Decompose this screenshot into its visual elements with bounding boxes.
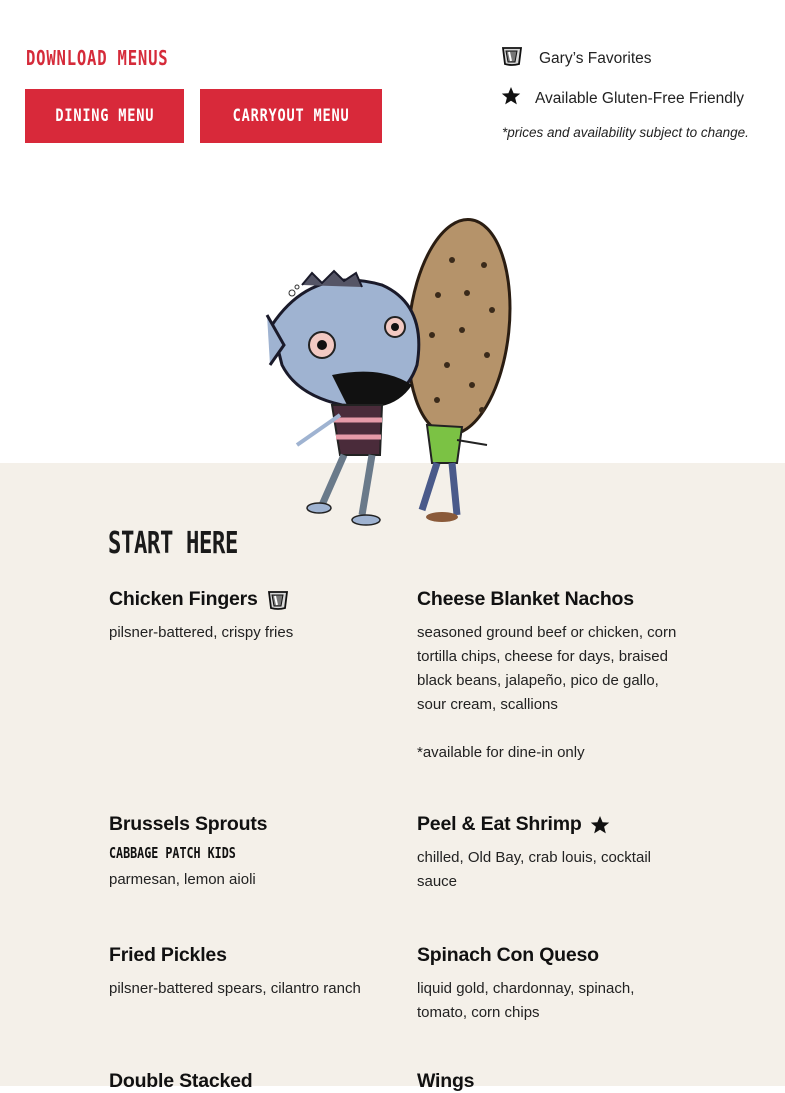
menu-item <box>417 944 677 1025</box>
menu-item-name-row <box>109 1070 369 1093</box>
menu-item-name: Spinach Con Queso <box>417 944 599 966</box>
section-title: START HERE <box>108 526 238 561</box>
menu-item-name-row <box>109 813 369 836</box>
menu-item-description: pilsner-battered spears, cilantro ranch <box>109 980 361 997</box>
menu-item-name-row <box>417 588 677 611</box>
cup-icon <box>501 45 523 72</box>
dining-menu-label: DINING MENU <box>55 106 154 126</box>
menu-item-name-row <box>109 944 369 967</box>
menu-item <box>109 1070 369 1093</box>
price-disclaimer: *prices and availability subject to change. <box>502 125 749 140</box>
menu-item <box>417 813 677 894</box>
menu-item-name: Peel & Eat Shrimp <box>417 813 582 835</box>
menu-item-description: pilsner-battered, crispy fries <box>109 624 294 641</box>
menu-item-name-row <box>417 944 677 967</box>
star-icon <box>501 86 521 111</box>
carryout-menu-label: CARRYOUT MENU <box>232 106 350 126</box>
menu-item-name-row <box>417 1070 677 1093</box>
menu-item <box>417 588 677 765</box>
dining-menu-button[interactable] <box>25 89 184 143</box>
menu-item <box>109 588 369 645</box>
star-icon <box>590 815 610 835</box>
legend-gluten-free <box>501 86 744 111</box>
menu-item-description: seasoned ground beef or chicken, corn tortilla chips, cheese for days, braised black beans, jalapeño, pico de gallo, sour cream, scallions <box>417 624 677 713</box>
menu-item-note: *available for dine-in only <box>417 744 585 761</box>
menu-item-description: chilled, Old Bay, crab louis, cocktail sauce <box>417 849 651 890</box>
menu-item-name-row <box>109 588 369 611</box>
fish-and-potato-mascot <box>262 215 532 527</box>
menu-item <box>109 813 369 892</box>
download-menus-title: DOWNLOAD MENUS <box>26 46 169 70</box>
menu-item-description: liquid gold, chardonnay, spinach, tomato, corn chips <box>417 980 635 1021</box>
legend-gluten-free-label: Available Gluten-Free Friendly <box>535 89 745 107</box>
menu-item-name: Cheese Blanket Nachos <box>417 588 634 610</box>
menu-item-name: Double Stacked <box>109 1070 253 1092</box>
menu-item <box>417 1070 677 1093</box>
legend-favorites <box>501 45 652 72</box>
menu-item-name: Brussels Sprouts <box>109 813 268 835</box>
menu-item-name: Wings <box>417 1070 475 1092</box>
menu-item-tag: CABBAGE PATCH KIDS <box>109 844 236 862</box>
legend-favorites-label: Gary’s Favorites <box>539 49 652 67</box>
menu-item <box>109 944 369 1001</box>
carryout-menu-button[interactable] <box>200 89 382 143</box>
menu-item-name: Chicken Fingers <box>109 588 258 610</box>
menu-item-name-row <box>417 813 677 836</box>
cup-icon <box>266 589 290 611</box>
menu-item-description: parmesan, lemon aioli <box>109 871 256 888</box>
menu-item-name: Fried Pickles <box>109 944 227 966</box>
